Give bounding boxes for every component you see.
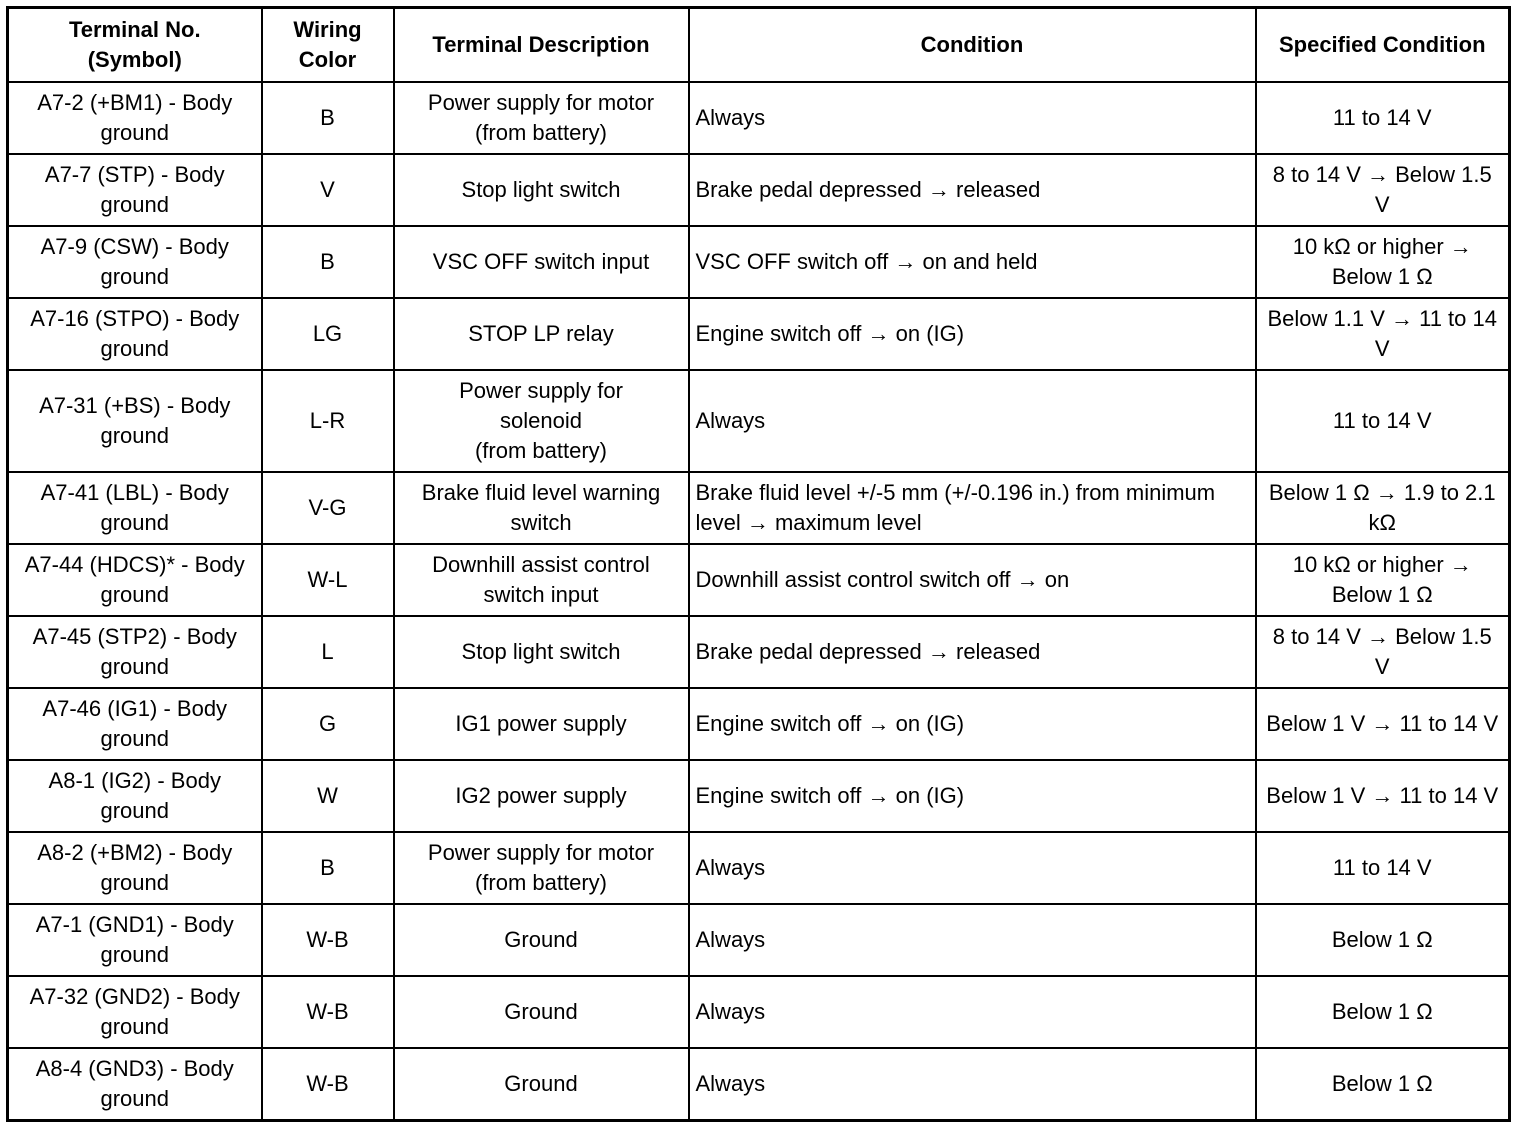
cell-description: IG2 power supply xyxy=(394,760,689,832)
header-terminal-description: Terminal Description xyxy=(394,8,689,83)
cell-wiring-color: LG xyxy=(262,298,394,370)
cell-condition: Engine switch off → on (IG) xyxy=(689,688,1256,760)
cell-description: Ground xyxy=(394,976,689,1048)
table-row xyxy=(8,154,1510,226)
cell-wiring-color: V-G xyxy=(262,472,394,544)
cell-terminal: A7-31 (+BS) - Body ground xyxy=(8,370,262,472)
cell-description: Brake fluid level warning switch xyxy=(394,472,689,544)
cell-description: Downhill assist control switch input xyxy=(394,544,689,616)
header-condition: Condition xyxy=(689,8,1256,83)
cell-description: Ground xyxy=(394,904,689,976)
cell-wiring-color: W-B xyxy=(262,1048,394,1121)
cell-terminal: A7-2 (+BM1) - Body ground xyxy=(8,82,262,154)
cell-description: VSC OFF switch input xyxy=(394,226,689,298)
cell-wiring-color: G xyxy=(262,688,394,760)
table-row xyxy=(8,472,1510,544)
cell-specified-condition: Below 1 Ω xyxy=(1256,1048,1510,1121)
cell-description: Stop light switch xyxy=(394,616,689,688)
cell-description: Power supply for motor (from battery) xyxy=(394,82,689,154)
cell-condition: VSC OFF switch off → on and held xyxy=(689,226,1256,298)
cell-specified-condition: 10 kΩ or higher → Below 1 Ω xyxy=(1256,544,1510,616)
table-row xyxy=(8,904,1510,976)
cell-specified-condition: 8 to 14 V → Below 1.5 V xyxy=(1256,616,1510,688)
cell-description: Stop light switch xyxy=(394,154,689,226)
cell-specified-condition: Below 1.1 V → 11 to 14 V xyxy=(1256,298,1510,370)
cell-specified-condition: Below 1 Ω xyxy=(1256,904,1510,976)
cell-wiring-color: W xyxy=(262,760,394,832)
table-row xyxy=(8,760,1510,832)
cell-condition: Always xyxy=(689,1048,1256,1121)
cell-wiring-color: W-B xyxy=(262,976,394,1048)
table-row xyxy=(8,82,1510,154)
table-row xyxy=(8,1048,1510,1121)
table-row xyxy=(8,544,1510,616)
cell-condition: Brake pedal depressed → released xyxy=(689,154,1256,226)
cell-wiring-color: L xyxy=(262,616,394,688)
table-header-row xyxy=(8,8,1510,83)
cell-wiring-color: W-L xyxy=(262,544,394,616)
cell-terminal: A7-1 (GND1) - Body ground xyxy=(8,904,262,976)
cell-specified-condition: 8 to 14 V → Below 1.5 V xyxy=(1256,154,1510,226)
cell-description: Power supply for solenoid (from battery) xyxy=(394,370,689,472)
cell-condition: Always xyxy=(689,370,1256,472)
cell-description: STOP LP relay xyxy=(394,298,689,370)
cell-specified-condition: Below 1 Ω xyxy=(1256,976,1510,1048)
cell-description: Ground xyxy=(394,1048,689,1121)
cell-wiring-color: B xyxy=(262,226,394,298)
cell-specified-condition: 11 to 14 V xyxy=(1256,370,1510,472)
cell-wiring-color: B xyxy=(262,82,394,154)
cell-terminal: A8-4 (GND3) - Body ground xyxy=(8,1048,262,1121)
cell-condition: Engine switch off → on (IG) xyxy=(689,298,1256,370)
cell-terminal: A8-1 (IG2) - Body ground xyxy=(8,760,262,832)
table-row xyxy=(8,298,1510,370)
cell-specified-condition: 11 to 14 V xyxy=(1256,82,1510,154)
terminal-table-container xyxy=(6,6,1508,1122)
cell-condition: Always xyxy=(689,904,1256,976)
cell-wiring-color: V xyxy=(262,154,394,226)
terminal-spec-table xyxy=(6,6,1511,1122)
header-wiring-color: Wiring Color xyxy=(262,8,394,83)
cell-terminal: A7-46 (IG1) - Body ground xyxy=(8,688,262,760)
cell-terminal: A7-45 (STP2) - Body ground xyxy=(8,616,262,688)
cell-condition: Always xyxy=(689,82,1256,154)
cell-condition: Brake fluid level +/-5 mm (+/-0.196 in.) from minimum level → maximum level xyxy=(689,472,1256,544)
cell-terminal: A7-16 (STPO) - Body ground xyxy=(8,298,262,370)
cell-condition: Engine switch off → on (IG) xyxy=(689,760,1256,832)
cell-terminal: A7-44 (HDCS)* - Body ground xyxy=(8,544,262,616)
cell-condition: Downhill assist control switch off → on xyxy=(689,544,1256,616)
cell-condition: Always xyxy=(689,832,1256,904)
cell-description: IG1 power supply xyxy=(394,688,689,760)
table-row xyxy=(8,370,1510,472)
header-specified-condition: Specified Condition xyxy=(1256,8,1510,83)
cell-wiring-color: L-R xyxy=(262,370,394,472)
cell-specified-condition: Below 1 V → 11 to 14 V xyxy=(1256,760,1510,832)
cell-terminal: A8-2 (+BM2) - Body ground xyxy=(8,832,262,904)
table-row xyxy=(8,226,1510,298)
cell-specified-condition: 11 to 14 V xyxy=(1256,832,1510,904)
header-terminal-no: Terminal No. (Symbol) xyxy=(8,8,262,83)
cell-terminal: A7-41 (LBL) - Body ground xyxy=(8,472,262,544)
table-row xyxy=(8,616,1510,688)
table-row xyxy=(8,832,1510,904)
cell-description: Power supply for motor (from battery) xyxy=(394,832,689,904)
table-row xyxy=(8,688,1510,760)
cell-specified-condition: Below 1 V → 11 to 14 V xyxy=(1256,688,1510,760)
cell-condition: Brake pedal depressed → released xyxy=(689,616,1256,688)
cell-wiring-color: W-B xyxy=(262,904,394,976)
cell-specified-condition: 10 kΩ or higher → Below 1 Ω xyxy=(1256,226,1510,298)
cell-terminal: A7-32 (GND2) - Body ground xyxy=(8,976,262,1048)
table-row xyxy=(8,976,1510,1048)
cell-specified-condition: Below 1 Ω → 1.9 to 2.1 kΩ xyxy=(1256,472,1510,544)
cell-wiring-color: B xyxy=(262,832,394,904)
cell-terminal: A7-7 (STP) - Body ground xyxy=(8,154,262,226)
cell-terminal: A7-9 (CSW) - Body ground xyxy=(8,226,262,298)
cell-condition: Always xyxy=(689,976,1256,1048)
